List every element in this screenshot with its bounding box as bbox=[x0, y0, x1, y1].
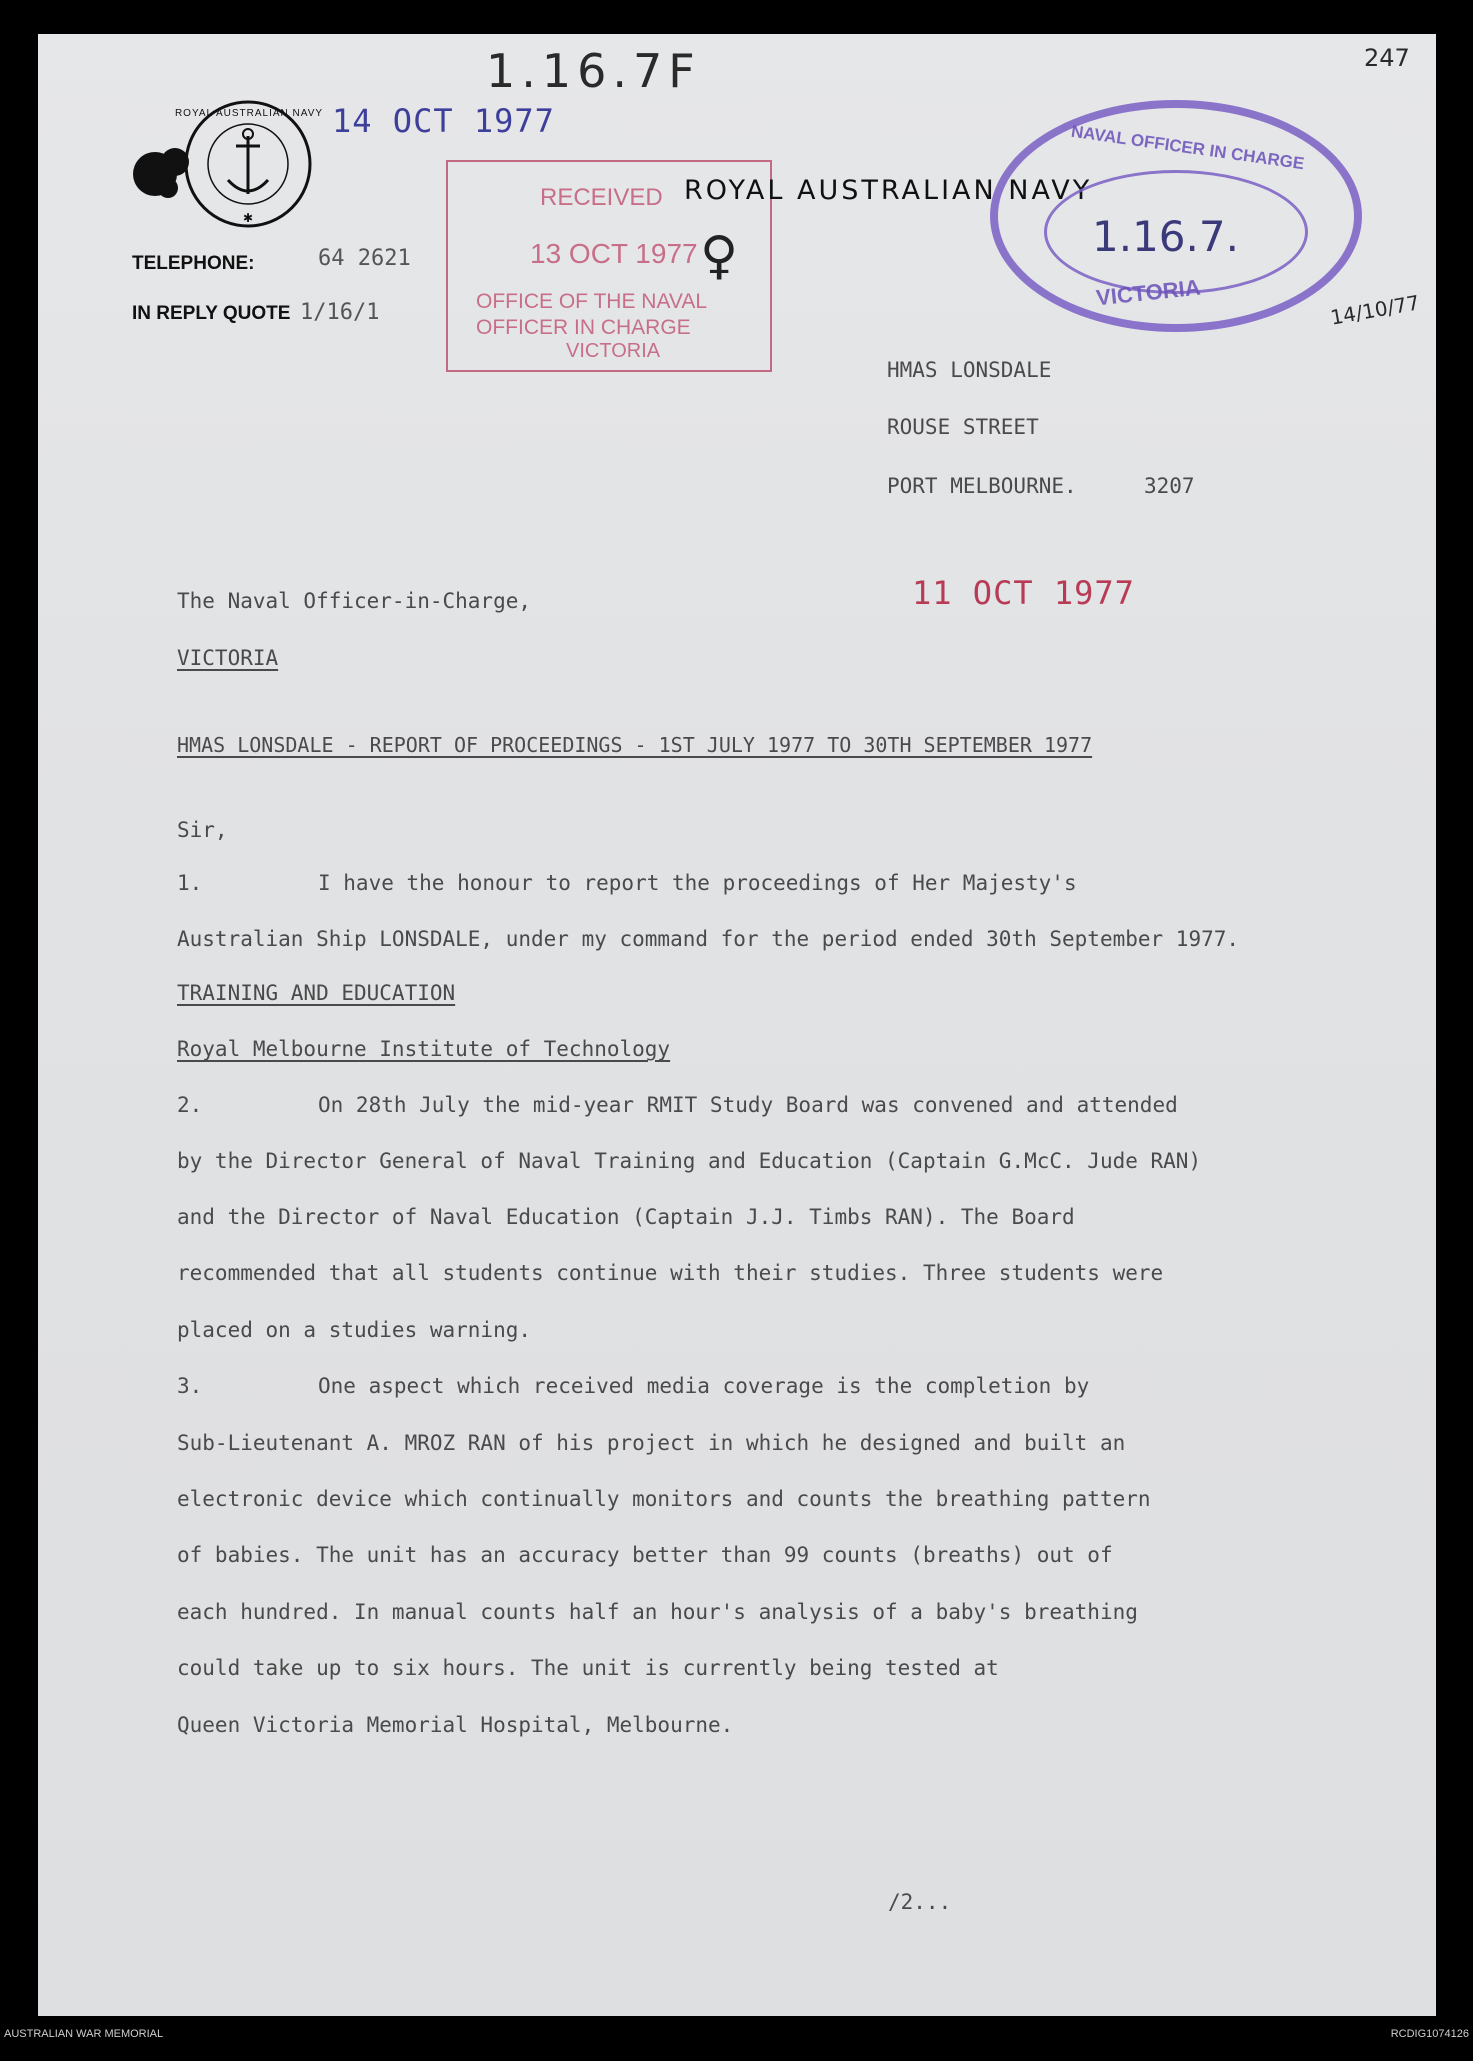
address-postcode: 3207 bbox=[1144, 474, 1195, 498]
salutation: Sir, bbox=[177, 818, 228, 842]
para-2-line-5: placed on a studies warning. bbox=[177, 1318, 532, 1342]
handwritten-initials: 14/10/77 bbox=[1328, 290, 1422, 330]
svg-text:✱: ✱ bbox=[242, 211, 254, 225]
date-stamp-blue: 14 OCT 1977 bbox=[332, 102, 555, 140]
address-line-2: ROUSE STREET bbox=[887, 415, 1039, 439]
para-3-line-7: Queen Victoria Memorial Hospital, Melbourne. bbox=[177, 1713, 734, 1737]
para-1-number: 1. bbox=[177, 871, 203, 895]
para-2-line-2: by the Director General of Naval Training and Education (Captain G.McC. Jude RAN) bbox=[177, 1149, 1202, 1173]
handwritten-file-ref: 1.16.7F bbox=[486, 44, 701, 98]
para-2-line-1: On 28th July the mid-year RMIT Study Board was convened and attended bbox=[318, 1093, 1178, 1117]
recipient-line-1: The Naval Officer-in-Charge, bbox=[177, 589, 532, 613]
para-2-line-3: and the Director of Naval Education (Captain J.J. Timbs RAN). The Board bbox=[177, 1205, 1075, 1229]
address-line-3: PORT MELBOURNE. bbox=[887, 474, 1077, 498]
handwritten-signature-mark: ♀ bbox=[700, 226, 739, 286]
archive-credit: AUSTRALIAN WAR MEMORIAL bbox=[4, 2028, 164, 2040]
telephone-label: TELEPHONE: bbox=[132, 253, 255, 274]
para-3-number: 3. bbox=[177, 1374, 203, 1398]
para-3-line-6: could take up to six hours. The unit is currently being tested at bbox=[177, 1656, 999, 1680]
received-stamp-line1: OFFICE OF THE NAVAL bbox=[476, 290, 708, 313]
reply-quote-value: 1/16/1 bbox=[300, 300, 380, 325]
para-3-line-2: Sub-Lieutenant A. MROZ RAN of his project in which he designed and built an bbox=[177, 1431, 1126, 1455]
para-3-line-5: each hundred. In manual counts half an hour's analysis of a baby's breathing bbox=[177, 1600, 1138, 1624]
section-subheading-rmit: Royal Melbourne Institute of Technology bbox=[177, 1037, 671, 1061]
archive-reference: RCDIG1074126 bbox=[1390, 2028, 1469, 2040]
received-stamp-date: 13 OCT 1977 bbox=[530, 238, 698, 269]
date-stamp-red: 11 OCT 1977 bbox=[912, 574, 1135, 612]
oval-stamp-file-number: 1.16.7. bbox=[1092, 212, 1239, 261]
recipient-line-2: VICTORIA bbox=[177, 646, 279, 670]
para-3-line-1: One aspect which received media coverage is the completion by bbox=[318, 1374, 1090, 1398]
para-3-line-3: electronic device which continually monitors and counts the breathing pattern bbox=[177, 1487, 1151, 1511]
para-3-line-4: of babies. The unit has an accuracy better than 99 counts (breaths) out of bbox=[177, 1543, 1113, 1567]
reply-quote-label: IN REPLY QUOTE bbox=[132, 303, 291, 324]
para-1-line-2: Australian Ship LONSDALE, under my command for the period ended 30th September 1977. bbox=[177, 927, 1240, 951]
para-1-line-1: I have the honour to report the proceedings of Her Majesty's bbox=[318, 871, 1077, 895]
handwritten-folio-number: 247 bbox=[1364, 44, 1410, 72]
para-2-line-4: recommended that all students continue with their studies. Three students were bbox=[177, 1261, 1164, 1285]
letterhead-title: ROYAL AUSTRALIAN NAVY bbox=[684, 175, 1093, 206]
received-stamp-line3: VICTORIA bbox=[566, 340, 661, 362]
address-line-1: HMAS LONSDALE bbox=[887, 358, 1052, 382]
telephone-value: 64 2621 bbox=[318, 246, 411, 271]
oval-stamp-bottom-text: VICTORIA bbox=[1094, 274, 1202, 311]
para-2-number: 2. bbox=[177, 1093, 203, 1117]
subject-line: HMAS LONSDALE - REPORT OF PROCEEDINGS - 1ST JULY 1977 TO 30TH SEPTEMBER 1977 bbox=[177, 733, 1093, 757]
received-stamp-label: RECEIVED bbox=[540, 184, 663, 211]
oval-stamp-top-text: NAVAL OFFICER IN CHARGE bbox=[1069, 121, 1306, 174]
received-stamp-line2: OFFICER IN CHARGE bbox=[476, 316, 691, 339]
continuation-marker: /2... bbox=[888, 1890, 952, 1914]
section-heading-training: TRAINING AND EDUCATION bbox=[177, 981, 456, 1005]
crest-ring-text: ROYAL AUSTRALIAN NAVY bbox=[174, 108, 324, 119]
